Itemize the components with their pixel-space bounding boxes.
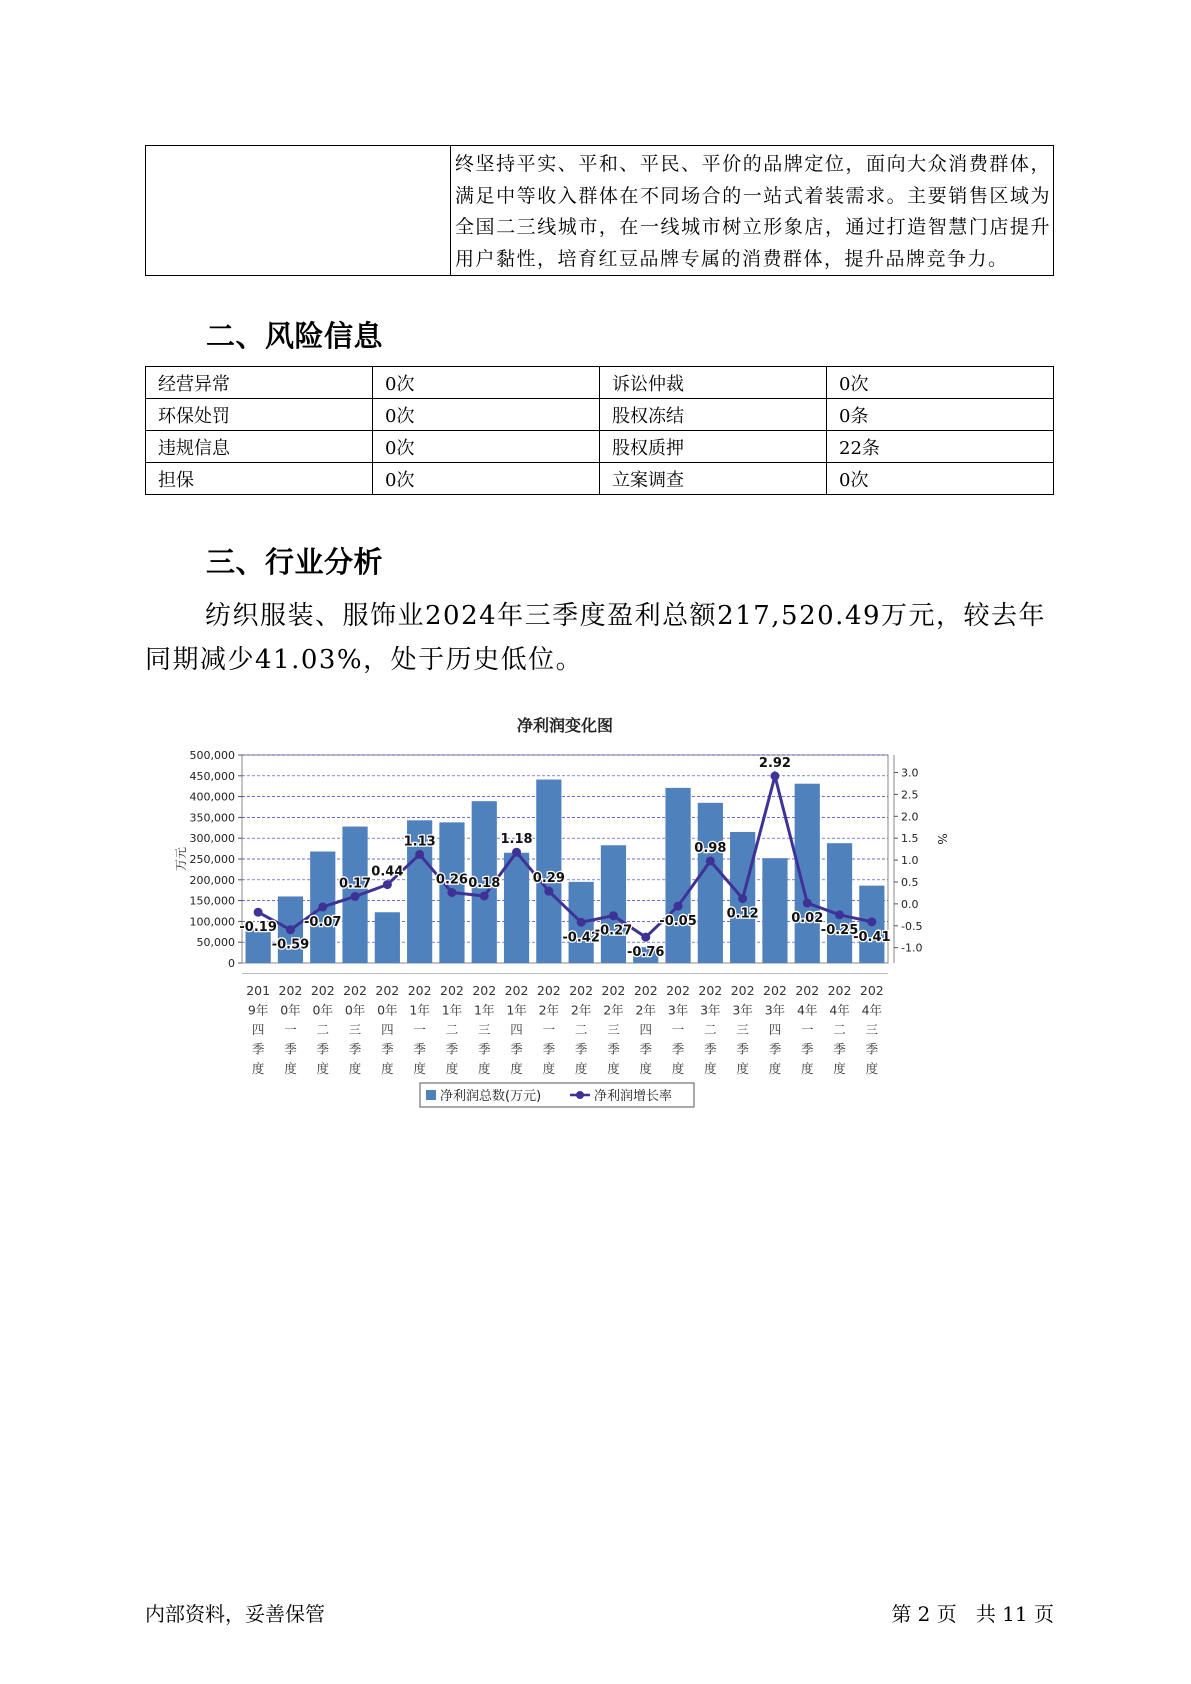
growth-rate-point-8	[480, 892, 489, 901]
y2-tick-label: 2.0	[901, 810, 919, 824]
profile-text-cell	[451, 146, 1054, 276]
x-tick-label-2: 202 0年一季度	[278, 983, 303, 1076]
growth-rate-point-4	[351, 892, 360, 901]
growth-rate-point-14	[674, 902, 683, 911]
x-axis-line	[242, 973, 888, 974]
x-tick-label-19: 202 4年二季度	[827, 983, 852, 1076]
growth-rate-point-18	[803, 899, 812, 908]
x-tick-label-9: 202 1年四季度	[504, 983, 529, 1076]
x-tick-label-15: 202 3年二季度	[698, 983, 723, 1076]
bar-15	[698, 803, 723, 963]
y2-tick-label: -0.5	[901, 919, 923, 933]
risk-row	[146, 367, 1054, 399]
growth-rate-point-1	[254, 908, 263, 917]
y2-tick-label: 0.0	[901, 897, 919, 911]
risk-label: 立案调查	[600, 463, 827, 495]
growth-rate-label-14: -0.05	[659, 914, 697, 930]
growth-rate-label-1: -0.19	[239, 920, 277, 936]
growth-rate-label-3: -0.07	[304, 914, 342, 930]
y2-axis-label: %	[935, 833, 949, 845]
growth-rate-label-18: 0.02	[791, 911, 824, 927]
growth-rate-label-15: 0.98	[694, 840, 727, 856]
y2-tick-label: 1.5	[901, 832, 919, 846]
growth-rate-label-12: -0.27	[594, 923, 633, 939]
y-tick-label: 200,000	[189, 873, 235, 887]
growth-rate-label-8: 0.18	[468, 876, 501, 892]
y-tick-label: 0	[228, 957, 235, 970]
x-tick-label-17: 202 3年四季度	[763, 983, 787, 1076]
growth-rate-point-15	[706, 856, 715, 865]
growth-rate-label-4: 0.17	[339, 876, 372, 892]
risk-row	[146, 399, 1054, 431]
y-tick-label: 300,000	[189, 832, 235, 846]
growth-rate-label-13: -0.76	[627, 945, 665, 961]
profile-text: 终坚持平实、平和、平民、平价的品牌定位，面向大众消费群体，满足中等收入群体在不同场合的一站式着装需求。主要销售区域为全国二三线城市，在一线城市树立形象店，通过打造智慧门店提升用户黏性，培育红豆品牌专属的消费群体，提升品牌竞争力。	[455, 153, 1051, 270]
x-tick-label-18: 202 4年一季度	[795, 983, 820, 1076]
growth-rate-point-3	[318, 902, 327, 911]
x-tick-label-1: 201 9年四季度	[246, 983, 271, 1076]
growth-rate-point-9	[512, 848, 521, 857]
growth-rate-label-7: 0.26	[435, 872, 468, 888]
risk-value: 0次	[827, 367, 1054, 399]
growth-rate-point-13	[641, 933, 650, 942]
growth-rate-label-9: 1.18	[500, 832, 533, 848]
growth-rate-label-16: 0.12	[726, 906, 759, 922]
x-tick-label-7: 202 1年二季度	[440, 983, 464, 1076]
growth-rate-point-16	[738, 894, 747, 903]
y2-tick-label: 3.0	[901, 766, 919, 780]
y-tick-label: 500,000	[189, 749, 235, 762]
risk-value: 0次	[373, 463, 600, 495]
bar-12	[601, 845, 626, 963]
growth-rate-label-5: 0.44	[371, 864, 404, 880]
x-tick-label-12: 202 2年三季度	[601, 983, 626, 1076]
risk-value: 0次	[373, 399, 600, 431]
growth-rate-label-6: 1.13	[403, 834, 436, 850]
risk-value: 0条	[827, 399, 1054, 431]
y-tick-label: 100,000	[189, 915, 235, 929]
y-tick-label: 350,000	[189, 811, 235, 825]
net-profit-chart	[174, 715, 1028, 1175]
industry-heading: 三、行业分析	[206, 545, 384, 579]
growth-rate-point-11	[577, 918, 586, 927]
footer-confidential: 内部资料，妥善保管	[145, 1602, 325, 1626]
risk-value: 0次	[373, 431, 600, 463]
risk-row	[146, 463, 1054, 495]
x-tick-label-11: 202 2年二季度	[569, 983, 594, 1076]
growth-rate-point-7	[447, 888, 456, 897]
legend-bar-label: 净利润总数(万元)	[440, 1089, 542, 1104]
legend-line-marker	[576, 1091, 584, 1099]
footer-page-number: 第 2 页 共 11 页	[891, 1602, 1054, 1626]
y-tick-label: 150,000	[189, 894, 235, 908]
growth-rate-label-11: -0.42	[562, 930, 600, 946]
risk-value: 0次	[827, 463, 1054, 495]
industry-paragraph: 纺织服装、服饰业2024年三季度盈利总额217,520.49万元，较去年同期减少41.03%，处于历史低位。	[145, 601, 1047, 675]
risk-label: 违规信息	[146, 431, 373, 463]
chart-title: 净利润变化图	[516, 716, 614, 735]
x-tick-label-10: 202 2年一季度	[536, 983, 561, 1076]
bar-9	[504, 853, 529, 963]
bar-17	[762, 858, 787, 963]
risk-info-table	[145, 366, 1054, 495]
y2-tick-label: 2.5	[901, 788, 919, 802]
growth-rate-label-17: 2.92	[758, 756, 791, 772]
risk-label: 环保处罚	[146, 399, 373, 431]
legend-bar-swatch	[426, 1090, 436, 1100]
risk-label: 股权质押	[600, 431, 827, 463]
growth-rate-point-6	[415, 850, 424, 859]
risk-label: 经营异常	[146, 367, 373, 399]
risk-value: 22条	[827, 431, 1054, 463]
y-tick-label: 400,000	[189, 790, 235, 804]
risk-label: 担保	[146, 463, 373, 495]
growth-rate-point-12	[609, 911, 618, 920]
y2-tick-label: 0.5	[901, 875, 919, 889]
y2-tick-label: 1.0	[901, 854, 919, 868]
growth-rate-point-20	[867, 917, 876, 926]
x-tick-label-13: 202 2年四季度	[633, 983, 658, 1076]
company-profile-table-continuation	[145, 145, 1054, 276]
x-tick-label-3: 202 0年二季度	[310, 983, 335, 1076]
risk-value: 0次	[373, 367, 600, 399]
y-tick-label: 50,000	[196, 936, 235, 950]
growth-rate-label-20: -0.41	[853, 929, 891, 945]
y-tick-label: 450,000	[189, 769, 235, 783]
x-tick-label-6: 202 1年一季度	[407, 983, 432, 1076]
x-tick-label-20: 202 4年三季度	[859, 983, 884, 1076]
x-tick-label-5: 202 0年四季度	[375, 983, 400, 1076]
legend-line-label: 净利润增长率	[594, 1089, 673, 1104]
bar-19	[827, 843, 852, 963]
growth-rate-point-10	[544, 887, 553, 896]
risk-row	[146, 431, 1054, 463]
growth-rate-label-19: -0.25	[820, 922, 859, 938]
growth-rate-label-10: 0.29	[532, 871, 565, 887]
x-tick-label-14: 202 3年一季度	[666, 983, 690, 1076]
x-tick-label-4: 202 0年三季度	[343, 983, 367, 1076]
x-tick-label-8: 202 1年三季度	[472, 983, 497, 1076]
y-axis-label: 万元	[174, 846, 188, 872]
growth-rate-label-2: -0.59	[271, 937, 310, 953]
bar-14	[665, 788, 690, 963]
growth-rate-point-17	[770, 772, 779, 781]
growth-rate-point-2	[286, 925, 295, 934]
risk-label: 股权冻结	[600, 399, 827, 431]
growth-rate-point-5	[383, 880, 392, 889]
bar-5	[375, 912, 400, 963]
chart-svg	[174, 715, 1028, 1175]
growth-rate-point-19	[835, 910, 844, 919]
y-tick-label: 250,000	[189, 853, 235, 866]
x-tick-label-16: 202 3年三季度	[730, 983, 755, 1076]
risk-heading: 二、风险信息	[206, 319, 384, 353]
y2-tick-label: -1.0	[901, 941, 923, 955]
risk-label: 诉讼仲裁	[600, 367, 827, 399]
profile-label-cell	[146, 146, 451, 276]
